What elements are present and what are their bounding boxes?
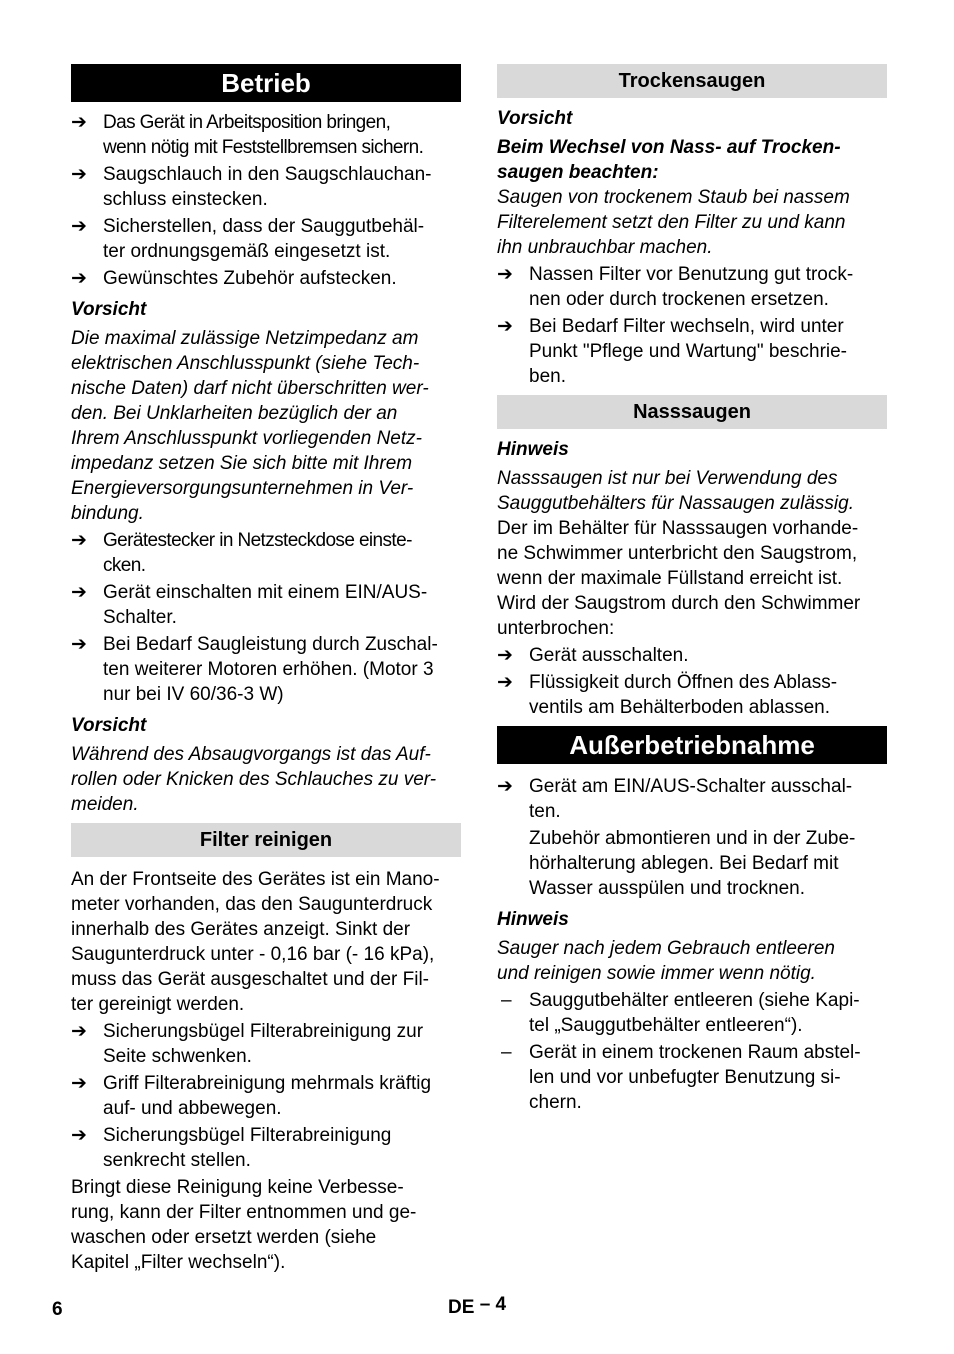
step-text-line: Bei Bedarf Filter wechseln, wird unter: [529, 316, 844, 337]
text-line: Sauggutbehälters für Nassaugen zulässig.: [497, 493, 855, 514]
step-text-line: ten weiterer Motoren erhöhen. (Motor 3: [103, 659, 434, 680]
hinweis-text: [497, 936, 887, 986]
caution-label: Vorsicht: [71, 715, 147, 736]
text-line: impedanz setzen Sie sich bitte mit Ihrem: [71, 453, 413, 474]
paragraph: [497, 516, 887, 641]
arrow-right-icon: ➔: [71, 164, 87, 185]
hinweis-label: Hinweis: [497, 439, 569, 460]
dash-item: [497, 988, 887, 1038]
step-list: [497, 643, 887, 720]
arrow-right-icon: ➔: [71, 1073, 87, 1094]
dash-text-line: len und vor unbefugter Benutzung si-: [529, 1067, 841, 1088]
arrow-right-icon: ➔: [71, 112, 87, 133]
dash-list: [497, 988, 887, 1115]
text-line: ihn unbrauchbar machen.: [497, 237, 713, 258]
step-text-line: Schalter.: [103, 607, 177, 628]
text-line: Der im Behälter für Nasssaugen vorhande-: [497, 518, 859, 539]
step-text-line: auf- und abbewegen.: [103, 1098, 282, 1119]
step-list: [497, 262, 887, 389]
text-line: wenn der maximale Füllstand erreicht ist.: [497, 568, 843, 589]
dash-text-line: Sauggutbehälter entleeren (siehe Kapi-: [529, 990, 860, 1011]
step-item: [71, 580, 461, 630]
caution-label: Vorsicht: [71, 299, 147, 320]
hinweis-text: [497, 466, 887, 516]
step-list: [497, 774, 887, 824]
text-line: hörhalterung ablegen. Bei Bedarf mit: [529, 853, 839, 874]
step-text-line: ter ordnungsgemäß eingesetzt ist.: [103, 241, 391, 262]
step-text-line: Gerätestecker in Netzsteckdose einste-: [103, 530, 412, 551]
section-heading-ausserbetriebnahme: Außerbetriebnahme: [497, 726, 887, 764]
arrow-right-icon: ➔: [71, 1125, 87, 1146]
step-list: [71, 528, 461, 707]
right-column: [497, 64, 887, 1117]
step-text-line: Sicherungsbügel Filterabreinigung: [103, 1125, 392, 1146]
text-line: bindung.: [71, 503, 144, 524]
text-line: Energieversorgungsunternehmen in Ver-: [71, 478, 414, 499]
step-list: [71, 1019, 461, 1173]
text-line: Wasser ausspülen und trocknen.: [529, 878, 806, 899]
text-line: Saugen von trockenem Staub bei nassem: [497, 187, 850, 208]
step-item: [497, 774, 887, 824]
arrow-right-icon: ➔: [71, 582, 87, 603]
dash-icon: –: [501, 990, 512, 1011]
arrow-right-icon: ➔: [497, 672, 513, 693]
indented-paragraph: [497, 826, 887, 901]
caution-bold-text: [497, 135, 887, 185]
step-text-line: Bei Bedarf Saugleistung durch Zuschal-: [103, 634, 438, 655]
step-text-line: senkrecht stellen.: [103, 1150, 251, 1171]
step-item: [71, 1071, 461, 1121]
step-text-line: Seite schwenken.: [103, 1046, 252, 1067]
step-text-line: Punkt "Pflege und Wartung" beschrie-: [529, 341, 848, 362]
section-heading-betrieb: Betrieb: [71, 64, 461, 102]
step-text-line: ventils am Behälterboden ablassen.: [529, 697, 831, 718]
step-item: [71, 528, 461, 578]
step-text-line: Sicherungsbügel Filterabreinigung zur: [103, 1021, 424, 1042]
step-text-line: Saugschlauch in den Saugschlauchan-: [103, 164, 432, 185]
step-text-line: Sicherstellen, dass der Sauggutbehäl-: [103, 216, 425, 237]
text-line: Die maximal zulässige Netzimpedanz am: [71, 328, 419, 349]
step-item: [71, 110, 461, 160]
arrow-right-icon: ➔: [497, 776, 513, 797]
step-item: [71, 1019, 461, 1069]
dash-text-line: tel „Sauggutbehälter entleeren“).: [529, 1015, 803, 1036]
dash-icon: –: [501, 1042, 512, 1063]
arrow-right-icon: ➔: [71, 530, 87, 551]
step-item: [71, 214, 461, 264]
step-text-line: nen oder durch trockenen ersetzen.: [529, 289, 829, 310]
text-line: rollen oder Knicken des Schlauches zu ver-: [71, 769, 437, 790]
text-line: unterbrochen:: [497, 618, 615, 639]
hinweis-label: Hinweis: [497, 909, 569, 930]
step-text-line: Gerät ausschalten.: [529, 645, 689, 666]
caution-text: [71, 326, 461, 526]
step-list: [71, 110, 461, 291]
text-line: muss das Gerät ausgeschaltet und der Fil-: [71, 969, 430, 990]
text-line: rung, kann der Filter entnommen und ge-: [71, 1202, 417, 1223]
step-text-line: Flüssigkeit durch Öffnen des Ablass-: [529, 672, 838, 693]
step-item: [71, 266, 461, 291]
section-heading-trockensaugen: Trockensaugen: [497, 64, 887, 98]
step-item: [497, 262, 887, 312]
text-line: Saugunterdruck unter - 0,16 bar (- 16 kPa),: [71, 944, 435, 965]
text-line: Ihrem Anschlusspunkt vorliegenden Netz-: [71, 428, 422, 449]
left-column: [71, 64, 461, 1277]
paragraph: [71, 867, 461, 1017]
arrow-right-icon: ➔: [71, 268, 87, 289]
text-line: Bringt diese Reinigung keine Verbesse-: [71, 1177, 404, 1198]
step-text-line: ten.: [529, 801, 561, 822]
text-line: elektrischen Anschlusspunkt (siehe Tech-: [71, 353, 420, 374]
text-line: Während des Absaugvorgangs ist das Auf-: [71, 744, 431, 765]
text-line: und reinigen sowie immer wenn nötig.: [497, 963, 816, 984]
dash-text-line: Gerät in einem trockenen Raum abstel-: [529, 1042, 861, 1063]
step-text-line: wenn nötig mit Feststellbremsen sichern.: [103, 137, 424, 158]
text-line: saugen beachten:: [497, 162, 659, 183]
step-item: [71, 1123, 461, 1173]
caution-text: [71, 742, 461, 817]
arrow-right-icon: ➔: [497, 316, 513, 337]
footer-lang: DE: [448, 1297, 475, 1318]
text-line: Kapitel „Filter wechseln“).: [71, 1252, 286, 1273]
text-line: Beim Wechsel von Nass- auf Trocken-: [497, 137, 841, 158]
text-line: Zubehör abmontieren und in der Zube-: [529, 828, 856, 849]
arrow-right-icon: ➔: [497, 645, 513, 666]
text-line: meter vorhanden, das den Saugunterdruck: [71, 894, 433, 915]
step-item: [497, 643, 887, 668]
step-item: [71, 162, 461, 212]
text-line: ne Schwimmer unterbricht den Saugstrom,: [497, 543, 858, 564]
step-item: [497, 670, 887, 720]
section-heading-nasssaugen: Nasssaugen: [497, 395, 887, 429]
text-line: Nasssaugen ist nur bei Verwendung des: [497, 468, 838, 489]
section-heading-filter-reinigen: Filter reinigen: [71, 823, 461, 857]
arrow-right-icon: ➔: [71, 1021, 87, 1042]
text-line: innerhalb des Gerätes anzeigt. Sinkt der: [71, 919, 411, 940]
step-text-line: schluss einstecken.: [103, 189, 268, 210]
page-footer-label: [448, 1295, 506, 1320]
caution-label: Vorsicht: [497, 108, 573, 129]
caution-text: [497, 185, 887, 260]
footer-sub: – 4: [479, 1294, 507, 1315]
text-line: An der Frontseite des Gerätes ist ein Mano-: [71, 869, 440, 890]
step-text-line: Das Gerät in Arbeitsposition bringen,: [103, 112, 391, 133]
step-text-line: Griff Filterabreinigung mehrmals kräftig: [103, 1073, 432, 1094]
text-line: den. Bei Unklarheiten bezüglich der an: [71, 403, 398, 424]
arrow-right-icon: ➔: [71, 634, 87, 655]
page-number: 6: [52, 1299, 63, 1320]
dash-item: [497, 1040, 887, 1115]
step-item: [497, 314, 887, 389]
text-line: Filterelement setzt den Filter zu und kann: [497, 212, 846, 233]
step-text-line: Gerät einschalten mit einem EIN/AUS-: [103, 582, 428, 603]
text-line: Wird der Saugstrom durch den Schwimmer: [497, 593, 861, 614]
step-text-line: cken.: [103, 555, 146, 576]
text-line: meiden.: [71, 794, 139, 815]
text-line: ter gereinigt werden.: [71, 994, 245, 1015]
step-text-line: Gerät am EIN/AUS-Schalter ausschal-: [529, 776, 853, 797]
step-text-line: nur bei IV 60/36-3 W): [103, 684, 284, 705]
text-line: waschen oder ersetzt werden (siehe: [71, 1227, 377, 1248]
step-text-line: Nassen Filter vor Benutzung gut trock-: [529, 264, 854, 285]
step-item: [71, 632, 461, 707]
text-line: Sauger nach jedem Gebrauch entleeren: [497, 938, 836, 959]
arrow-right-icon: ➔: [71, 216, 87, 237]
step-text-line: ben.: [529, 366, 566, 387]
step-text-line: Gewünschtes Zubehör aufstecken.: [103, 268, 397, 289]
text-line: nische Daten) darf nicht überschritten wer-: [71, 378, 429, 399]
arrow-right-icon: ➔: [497, 264, 513, 285]
dash-text-line: chern.: [529, 1092, 582, 1113]
paragraph: [71, 1175, 461, 1275]
